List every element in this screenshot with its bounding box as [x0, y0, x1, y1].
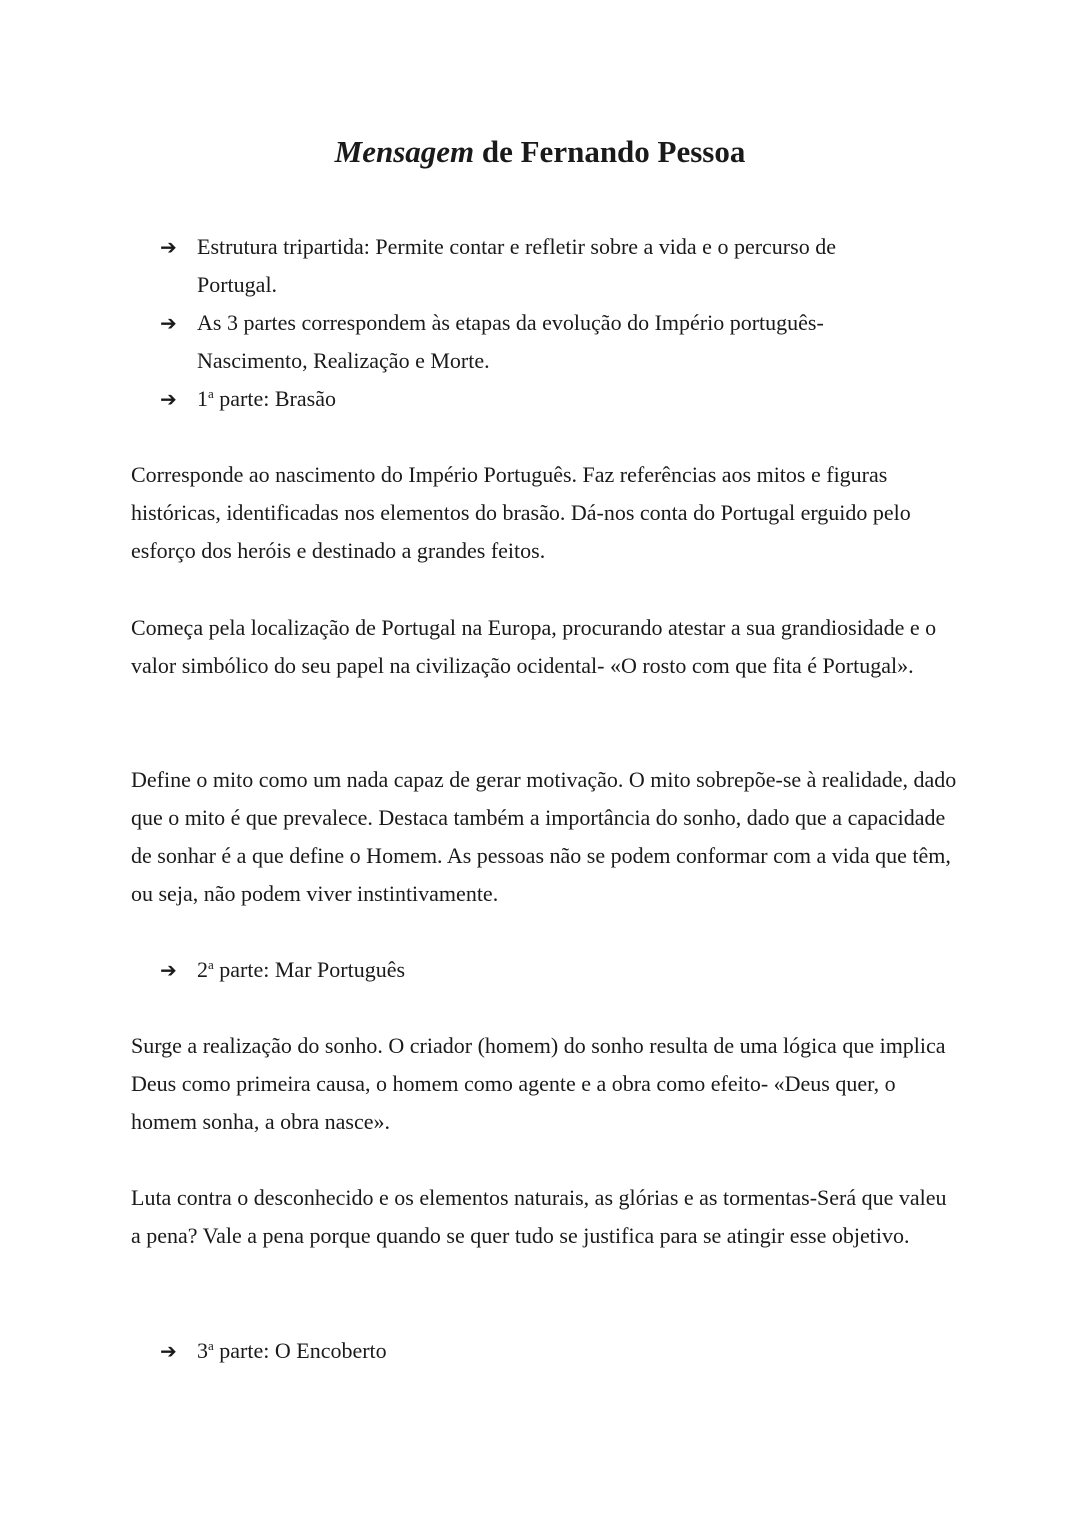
paragraph-struggle: Luta contra o desconhecido e os elementos naturais, as glórias e as tormentas-Será que valeu a pena? Vale a pena porque quando se quer tudo se justifica para se atingir esse objetivo. [131, 1185, 947, 1248]
bullet-item-part-two [160, 951, 920, 989]
bullet-item-part-one [160, 380, 920, 418]
paragraph-part-one-summary: Corresponde ao nascimento do Império Português. Faz referências aos mitos e figuras históricas, identificadas nos elementos do brasão. Dá-nos conta do Portugal erguido pelo esforço dos heróis e destinado a grandes feitos. [131, 462, 911, 563]
ordinal-mark: a [208, 1338, 214, 1353]
part-number: 1 [197, 386, 208, 411]
bullet-text: parte: O Encoberto [213, 1338, 387, 1363]
title-work-name: Mensagem [334, 134, 475, 169]
paragraph-location: Começa pela localização de Portugal na Europa, procurando atestar a sua grandiosidade e o valor simbólico do seu papel na civilização ocidental- «O rosto com que fita é Portugal». [131, 615, 937, 678]
ordinal-mark: a [208, 957, 214, 972]
arrow-right-icon: ➔ [160, 958, 177, 982]
part-number: 3 [197, 1338, 208, 1363]
ordinal-mark: a [208, 386, 214, 401]
paragraph-myth: Define o mito como um nada capaz de gerar motivação. O mito sobrepõe-se à realidade, dado que o mito é que prevalece. Destaca também a importância do sonho, dado que a capacidade de sonhar é a que define o Homem. As pessoas não se podem conformar com a vida que têm, ou seja, não podem viver instintivamente. [131, 767, 957, 906]
part-number: 2 [197, 957, 208, 982]
arrow-right-icon: ➔ [160, 1339, 177, 1363]
bullet-item-structure [160, 228, 920, 304]
bullet-item-part-three [160, 1332, 920, 1370]
page-title [0, 128, 1080, 176]
arrow-right-icon: ➔ [160, 311, 177, 335]
bullet-item-three-parts [160, 304, 920, 380]
bullet-text: As 3 partes correspondem às etapas da evolução do Império português- Nascimento, Realização e Morte. [197, 310, 824, 373]
arrow-right-icon: ➔ [160, 235, 177, 259]
bullet-text: parte: Mar Português [213, 957, 406, 982]
title-author: de Fernando Pessoa [474, 134, 746, 169]
bullet-text: parte: Brasão [213, 386, 336, 411]
arrow-right-icon: ➔ [160, 387, 177, 411]
bullet-list-part-three [160, 1332, 920, 1370]
paragraph-dream-realization: Surge a realização do sonho. O criador (homem) do sonho resulta de uma lógica que implica Deus como primeira causa, o homem como agente e a obra como efeito- «Deus quer, o homem sonha, a obra nasce». [131, 1033, 946, 1134]
bullet-list-intro [160, 228, 920, 418]
bullet-text: Estrutura tripartida: Permite contar e refletir sobre a vida e o percurso de Portugal. [197, 234, 836, 297]
bullet-list-part-two [160, 951, 920, 989]
